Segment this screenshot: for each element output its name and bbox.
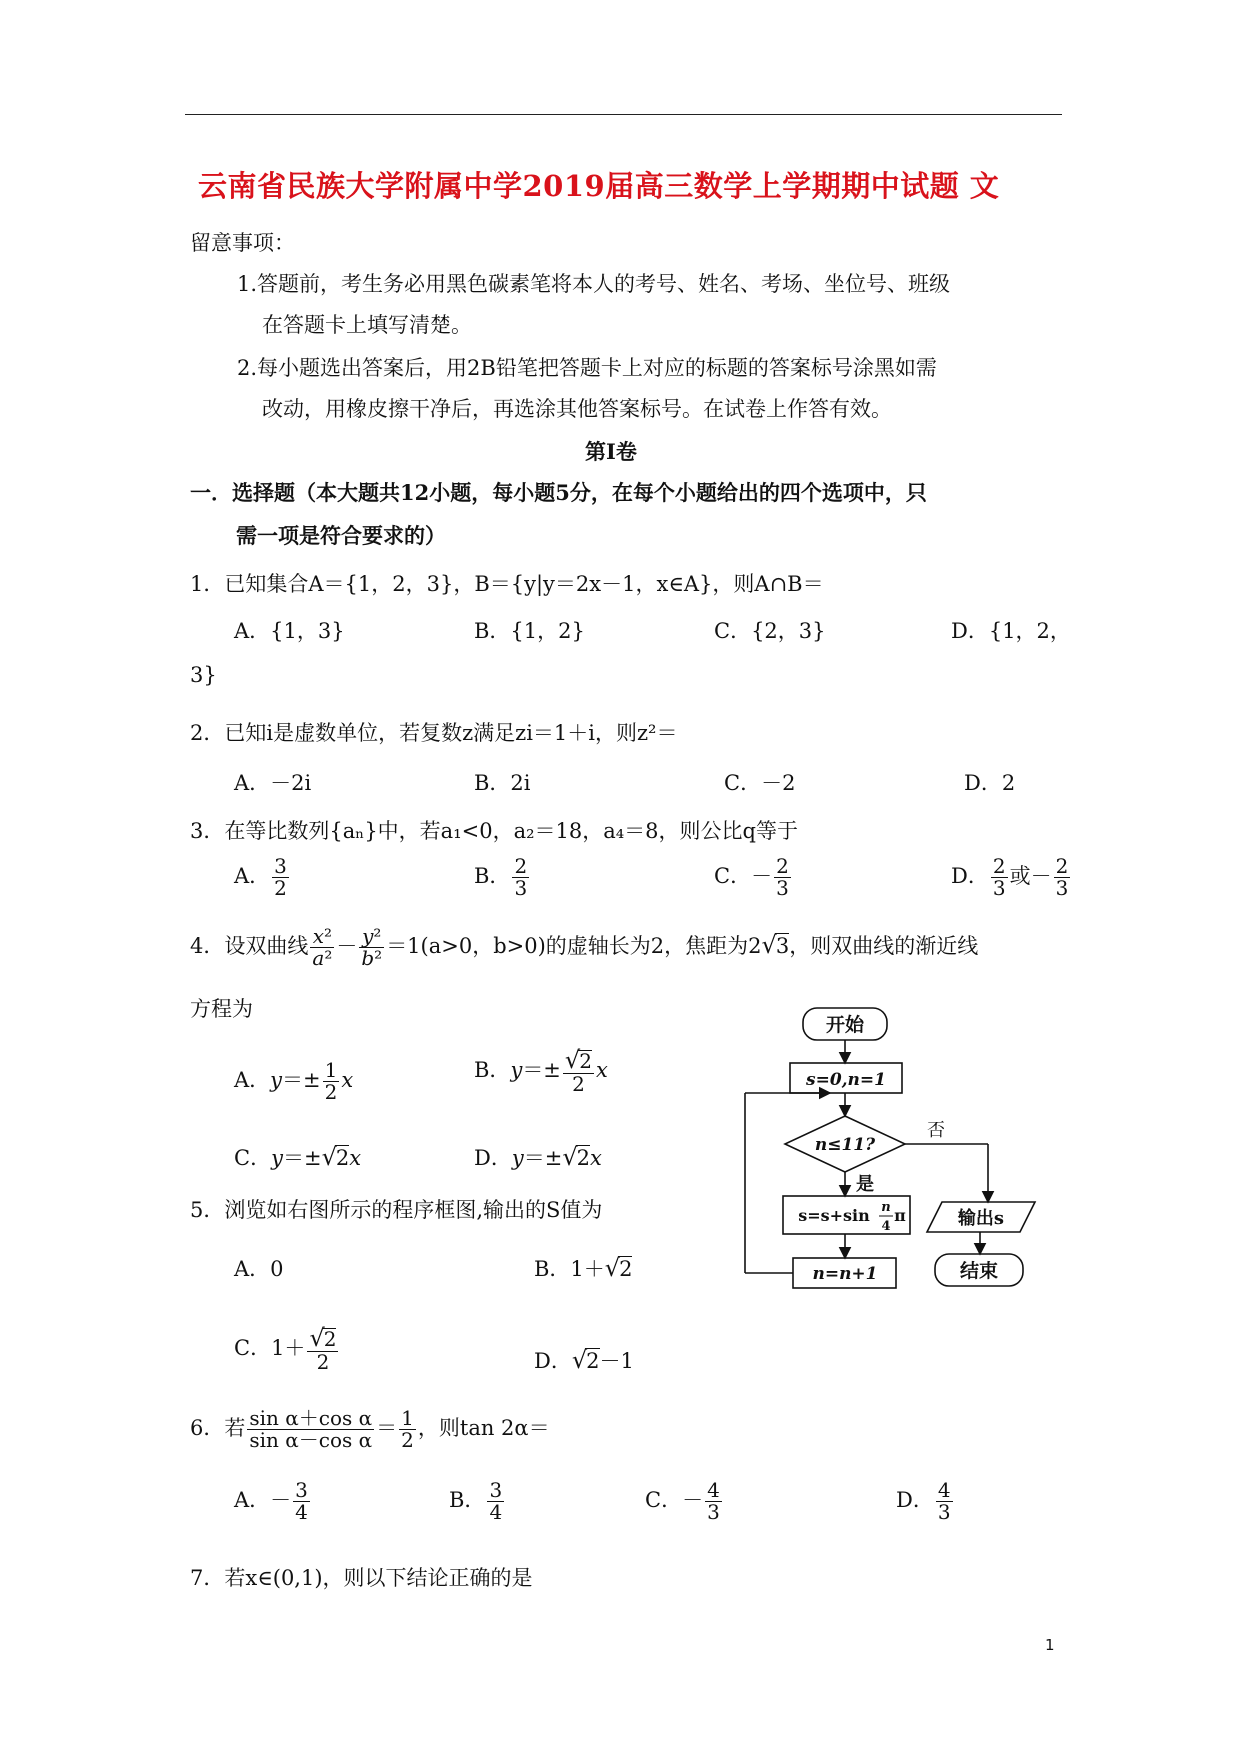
init-label: s=0,n=1 xyxy=(806,1070,886,1090)
q4-option-b-label: B． xyxy=(474,1058,511,1083)
q4-option-a: A．y＝± $\frac{1}{2}$ x xyxy=(234,1058,354,1104)
q3-option-c-label: C． xyxy=(714,864,752,888)
q4-option-c-label: C． xyxy=(234,1146,272,1170)
fraction: $\frac{\text{y²}}{\text{b²}}$ xyxy=(361,924,383,970)
q1-option-d-wrap: 3} xyxy=(190,663,217,687)
fraction: $\frac{2}{3}$ xyxy=(992,854,1006,900)
q6-option-d-label: D． xyxy=(896,1488,934,1512)
no-label: 否 xyxy=(927,1120,945,1141)
fraction: $\frac{√2}{2}$ xyxy=(309,1324,337,1375)
q4-stem-line2: 方程为 xyxy=(190,997,253,1021)
q7-stem: 7．若x∈(0,1)，则以下结论正确的是 xyxy=(190,1566,533,1590)
pi-label: π xyxy=(894,1206,906,1225)
q4-option-c: C．y＝±√2x xyxy=(234,1143,362,1171)
header-rule xyxy=(185,114,1062,115)
update-n-label: n=n+1 xyxy=(812,1264,878,1284)
q3-option-a xyxy=(234,856,291,899)
output-label: 输出s xyxy=(957,1208,1005,1229)
section-heading-line1: 一．选择题（本大题共12小题，每小题5分，在每个小题给出的四个选项中，只 xyxy=(190,480,927,505)
q6-option-b-label: B． xyxy=(449,1488,486,1512)
yes-label: 是 xyxy=(856,1174,874,1195)
q3-option-b-label: B． xyxy=(474,864,511,888)
q4-stem-end: ，则双曲线的渐近线 xyxy=(789,934,979,958)
q2-option-c: C．－2 xyxy=(724,771,796,795)
q1-option-c: C．{2，3} xyxy=(714,619,826,643)
q3-option-b xyxy=(474,856,531,899)
q6-stem: 6．若 $\frac{\text{sin α＋cos α}}{\text{sin α－cos α}}$ ＝ $\frac{1}{2}$ ，则tan 2α＝ xyxy=(190,1406,550,1452)
q6-option-d xyxy=(896,1480,955,1523)
q3-option-a-label: A． xyxy=(234,864,271,888)
update-s-frac-den: 4 xyxy=(881,1219,891,1234)
or-text: 或 xyxy=(1009,864,1031,888)
q6-option-a xyxy=(234,1480,312,1523)
q4-stem: 4．设双曲线 $\frac{\text{x²}}{\text{a²}}$ － $\frac{\text{y²}}{\text{b²}}$ ＝1(a>0，b>0)的虚轴长为2，焦距为2√3，则双曲线的渐近线 xyxy=(190,924,979,970)
q4-stem-mid: ＝1(a>0，b>0)的虚轴长为2，焦距为2 xyxy=(386,934,762,958)
q4-option-a-label: A． xyxy=(234,1068,271,1092)
q6-denominator: sin α－cos α xyxy=(249,1428,373,1452)
q2-option-a: A．－2i xyxy=(234,771,312,795)
fraction: $\frac{4}{3}$ xyxy=(937,1478,951,1524)
page-number: 1 xyxy=(1045,1636,1055,1654)
q2-option-b: B．2i xyxy=(474,771,531,795)
q5-option-b: B．1＋√2 xyxy=(534,1254,633,1282)
notice-item2-line1: 2.每小题选出答案后，用2B铅笔把答题卡上对应的标题的答案标号涂黑如需 xyxy=(237,356,937,380)
notice-heading: 留意事项： xyxy=(190,231,295,255)
fraction: $\frac{2}{3}$ xyxy=(514,854,528,900)
q4-stem-pre: 4．设双曲线 xyxy=(190,934,309,958)
fraction: $\frac{4}{3}$ xyxy=(707,1478,720,1524)
q6-numerator: sin α＋cos α xyxy=(249,1406,373,1430)
condition-label: n≤11? xyxy=(814,1135,876,1155)
q1-option-a: A．{1，3} xyxy=(234,619,345,643)
q6-stem-end: ，则tan 2α＝ xyxy=(417,1416,550,1440)
q3-stem: 3．在等比数列{aₙ}中，若a₁<0，a₂＝18，a₄＝8，则公比q等于 xyxy=(190,819,798,843)
q6-stem-pre: 6．若 xyxy=(190,1416,246,1440)
q1-option-d: D．{1，2， xyxy=(951,619,1071,643)
fraction: $\frac{\text{x²}}{\text{a²}}$ xyxy=(312,924,333,970)
fraction: $\frac{3}{4}$ xyxy=(489,1478,503,1524)
sqrt-icon: √ xyxy=(321,1143,337,1171)
sqrt-icon: √ xyxy=(571,1346,588,1374)
q2-option-d: D．2 xyxy=(964,771,1016,795)
q6-option-c-label: C．－ xyxy=(645,1488,704,1512)
notice-item1-line2: 在答题卡上填写清楚。 xyxy=(262,313,472,337)
q5-option-c xyxy=(234,1326,340,1373)
q3-option-c: C．－ $\frac{2}{3}$ xyxy=(714,854,789,900)
update-s-label: s=s+sin xyxy=(798,1206,870,1225)
notice-item2-line2: 改动，用橡皮擦干净后，再选涂其他答案标号。在试卷上作答有效。 xyxy=(262,397,892,421)
q5-option-d-tail: －1 xyxy=(599,1349,634,1373)
fraction: $\frac{1}{2}$ xyxy=(324,1058,338,1104)
q5-stem: 5．浏览如右图所示的程序框图,输出的S值为 xyxy=(190,1198,603,1222)
q5-option-c-label: C．1＋ xyxy=(234,1336,306,1361)
q6-option-a-label: A．－ xyxy=(234,1488,292,1512)
q1-option-b: B．{1，2} xyxy=(474,619,585,643)
fraction xyxy=(247,1408,374,1451)
q5-option-b-label: B．1＋ xyxy=(534,1257,605,1281)
q5-option-d-label: D． xyxy=(534,1349,572,1373)
fraction: $\frac{2}{3}$ xyxy=(776,854,789,900)
end-label: 结束 xyxy=(959,1260,999,1282)
q5-option-a: A．0 xyxy=(234,1257,284,1281)
section-heading-line2: 需一项是符合要求的） xyxy=(236,523,446,548)
notice-item1-line1: 1.答题前，考生务必用黑色碳素笔将本人的考号、姓名、考场、坐位号、班级 xyxy=(237,272,951,296)
fraction: $\frac{3}{2}$ xyxy=(274,854,287,900)
q5-option-d: D．√2－1 xyxy=(534,1346,634,1374)
q6-option-c xyxy=(645,1480,724,1523)
fraction: $\frac{3}{4}$ xyxy=(295,1478,308,1524)
fraction: $\frac{2}{3}$ xyxy=(1055,854,1069,900)
update-s-frac-num: n xyxy=(881,1200,891,1215)
q3-option-d: D． $\frac{2}{3}$ 或－ $\frac{2}{3}$ xyxy=(951,854,1069,900)
sqrt-icon: √ xyxy=(562,1143,578,1171)
start-label: 开始 xyxy=(825,1014,865,1036)
q1-stem: 1．已知集合A＝{1，2，3}，B＝{y|y＝2x－1，x∈A}，则A∩B＝ xyxy=(190,572,824,596)
q4-option-b: B．y＝± $\frac{√2}{2}$ x xyxy=(474,1046,608,1097)
sqrt-icon: √ xyxy=(604,1254,621,1282)
page-title: 云南省民族大学附属中学2019届高三数学上学期期中试题 文 xyxy=(198,169,1000,203)
fraction: $\frac{1}{2}$ xyxy=(401,1406,414,1452)
q4-option-d-label: D． xyxy=(474,1146,512,1170)
volume-heading: 第Ⅰ卷 xyxy=(585,439,637,464)
program-flowchart xyxy=(730,996,1060,1296)
q3-option-d-label: D． xyxy=(951,864,989,888)
q4-option-d: D．y＝±√2x xyxy=(474,1143,602,1171)
sqrt-icon: √ xyxy=(761,931,777,959)
q2-stem: 2．已知i是虚数单位，若复数z满足zi＝1＋i，则z²＝ xyxy=(190,721,678,745)
fraction: $\frac{√2}{2}$ xyxy=(564,1046,592,1097)
q6-option-b xyxy=(449,1480,506,1523)
